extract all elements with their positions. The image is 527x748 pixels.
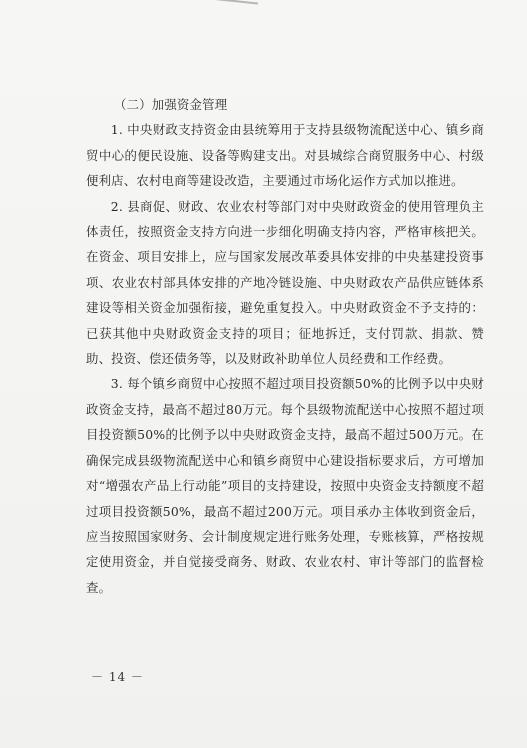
scan-mark — [210, 0, 258, 5]
paragraph-1: 1. 中央财政支持资金由县统筹用于支持县级物流配送中心、镇乡商贸中心的便民设施、设备等购建支出。对县城综合商贸服务中心、村级便利店、农村电商等建设改造，主要通过市场化运作方式加以推进。 — [86, 122, 484, 189]
document-body — [86, 92, 484, 600]
section-heading: （二）加强资金管理 — [114, 97, 228, 112]
paragraph-3: 3. 每个镇乡商贸中心按照不超过项目投资额50%的比例予以中央财政资金支持，最高不超过80万元。每个县级物流配送中心按照不超过项目投资额50%的比例予以中央财政资金支持，最高不超过500万元。在确保完成县级物流配送中心和镇乡商贸中心建设指标要求后，方可增加对“增强农产品上行动能”项目的支持建设，按照中央资金支持额度不超过项目投资额50%，最高不超过200万元。项目承办主体收到资金后，应当按照国家财务、会计制度规定进行账务处理，专账核算，严格按规定使用资金，并自觉接受商务、财政、农业农村、审计等部门的监督检查。 — [86, 376, 484, 595]
page-number: － 14 － — [91, 670, 144, 684]
paragraph-2: 2. 县商促、财政、农业农村等部门对中央财政资金的使用管理负主体责任，按照资金支持方向进一步细化明确支持内容，严格审核把关。在资金、项目安排上，应与国家发展改革委具体安排的中央基建投资事项、农业农村部具体安排的产地冷链设施、中央财政农产品供应链体系建设等相关资金加强衔接，避免重复投入。中央财政资金不予支持的：已获其他中央财政资金支持的项目；征地拆迁，支付罚款、捐款、赞助、投资、偿还债务等，以及财政补助单位人员经费和工作经费。 — [86, 198, 484, 367]
